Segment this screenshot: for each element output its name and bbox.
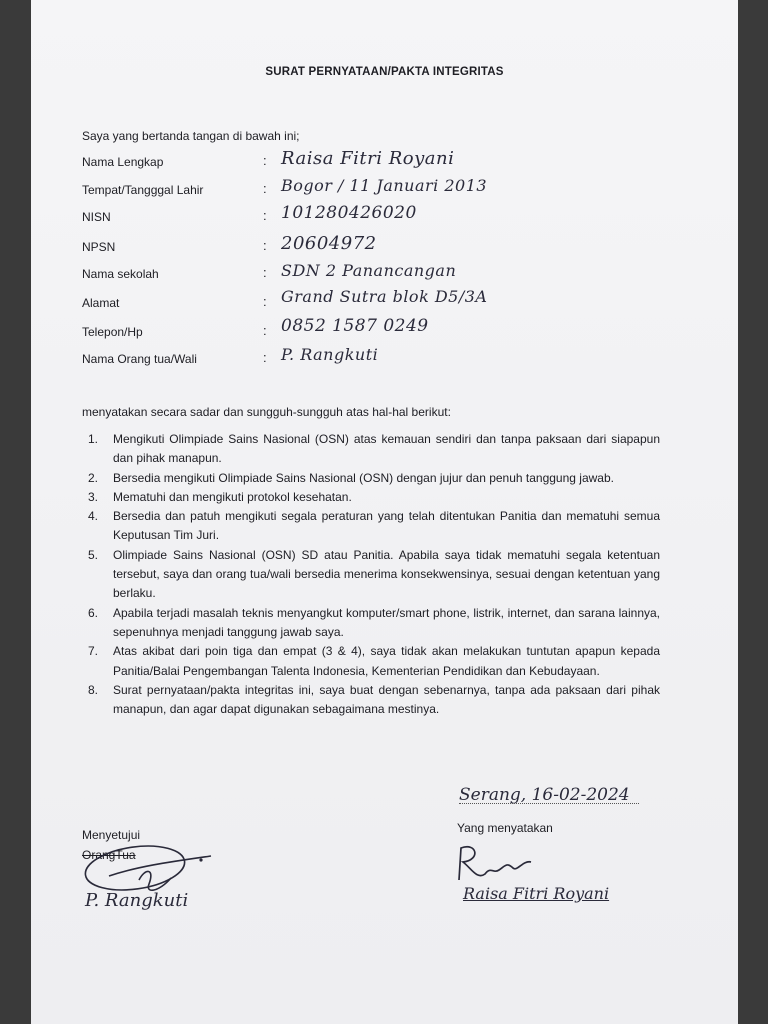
field-colon: : (263, 153, 267, 168)
approver-label: Menyetujui (82, 828, 141, 842)
list-item (82, 430, 660, 469)
field-value-guardian: P. Rangkuti (281, 345, 379, 364)
list-item-number: 6. (88, 605, 99, 620)
list-item (82, 546, 660, 604)
field-colon: : (263, 181, 267, 196)
field-label-guardian: Nama Orang tua/Wali (82, 352, 197, 366)
list-item-text: Bersedia mengikuti Olimpiade Sains Nasional (OSN) dengan jujur dan penuh tanggung jawab. (113, 470, 614, 485)
statement-text: menyatakan secara sadar dan sungguh-sungguh atas hal-hal berikut: (82, 405, 451, 419)
document-title: SURAT PERNYATAAN/PAKTA INTEGRITAS (265, 66, 504, 78)
guardian-name-handwritten: P. Rangkuti (85, 890, 189, 911)
declarant-name-handwritten: Raisa Fitri Royani (463, 884, 610, 903)
field-label-school: Nama sekolah (82, 267, 159, 281)
place-date: Serang, 16-02-2024 (459, 785, 630, 805)
list-item-number: 2. (88, 470, 99, 485)
field-label-phone: Telepon/Hp (82, 325, 143, 339)
guardian-signature (79, 838, 249, 928)
field-value-birth: Bogor / 11 Januari 2013 (281, 176, 488, 195)
list-item (82, 681, 660, 720)
field-colon: : (263, 294, 267, 309)
document-page (31, 0, 738, 1024)
field-colon: : (263, 350, 267, 365)
list-item-text: Mematuhi dan mengikuti protokol kesehatan. (113, 489, 352, 504)
field-colon: : (263, 208, 267, 223)
list-item-text: Apabila terjadi masalah teknis menyangkut komputer/smart phone, listrik, internet, dan sarana lainnya, sepenuhnya menjadi tanggung jawab saya. (113, 605, 660, 639)
list-item-number: 7. (88, 644, 99, 659)
field-label-name: Nama Lengkap (82, 155, 164, 169)
list-item (82, 507, 660, 546)
list-item-number: 5. (88, 547, 99, 562)
list-item-text: Atas akibat dari poin tiga dan empat (3 & 4), saya tidak akan melakukan tuntutan apapun kepada Panitia/Balai Pengembangan Talenta Indonesia, Kementerian Pendidikan dan Kebudayaan. (113, 644, 660, 678)
field-value-npsn: 20604972 (281, 233, 377, 254)
list-item-text: Mengikuti Olimpiade Sains Nasional (OSN) atas kemauan sendiri dan tanpa paksaan dari siapapun dan pihak manapun. (113, 432, 660, 466)
field-label-nisn: NISN (82, 210, 111, 224)
field-label-npsn: NPSN (82, 240, 116, 254)
field-label-birth: Tempat/Tangggal Lahir (82, 183, 204, 197)
list-item-text: Olimpiade Sains Nasional (OSN) SD atau Panitia. Apabila saya tidak mematuhi segala ketentuan tersebut, saya dan orang tua/wali bersedia menerima konsekwensinya, sesuai dengan ketentuan yang berlaku. (113, 547, 660, 601)
intro-text: Saya yang bertanda tangan di bawah ini; (82, 129, 300, 143)
field-colon: : (263, 265, 267, 280)
list-item-text: Surat pernyataan/pakta integritas ini, saya buat dengan sebenarnya, tanpa ada paksaan dari pihak manapun, dan agar dapat digunakan sebagaimana mestinya. (113, 682, 660, 717)
list-item (82, 488, 660, 507)
list-item (82, 604, 660, 643)
field-value-phone: 0852 1587 0249 (281, 316, 429, 336)
list-item-number: 4. (88, 509, 99, 524)
list-item-number: 3. (88, 489, 99, 504)
field-value-nisn: 101280426020 (281, 203, 417, 223)
list-item-text: Bersedia dan patuh mengikuti segala peraturan yang telah ditentukan Panitia dan mematuhi semua Keputusan Tim Juri. (113, 509, 660, 543)
statement-list (82, 430, 660, 719)
field-value-school: SDN 2 Panancangan (281, 261, 457, 280)
date-dotted-line (459, 803, 639, 804)
list-item-number: 1. (88, 432, 99, 446)
declarant-label: Yang menyatakan (457, 821, 553, 835)
declarant-signature (451, 840, 571, 890)
list-item (82, 469, 660, 488)
list-item (82, 642, 660, 681)
field-colon: : (263, 323, 267, 338)
approver-role: OrangTua (82, 848, 136, 862)
field-value-address: Grand Sutra blok D5/3A (281, 287, 488, 306)
field-label-address: Alamat (82, 296, 120, 310)
field-value-name: Raisa Fitri Royani (281, 148, 455, 169)
list-item-number: 8. (88, 682, 99, 697)
field-colon: : (263, 238, 267, 253)
